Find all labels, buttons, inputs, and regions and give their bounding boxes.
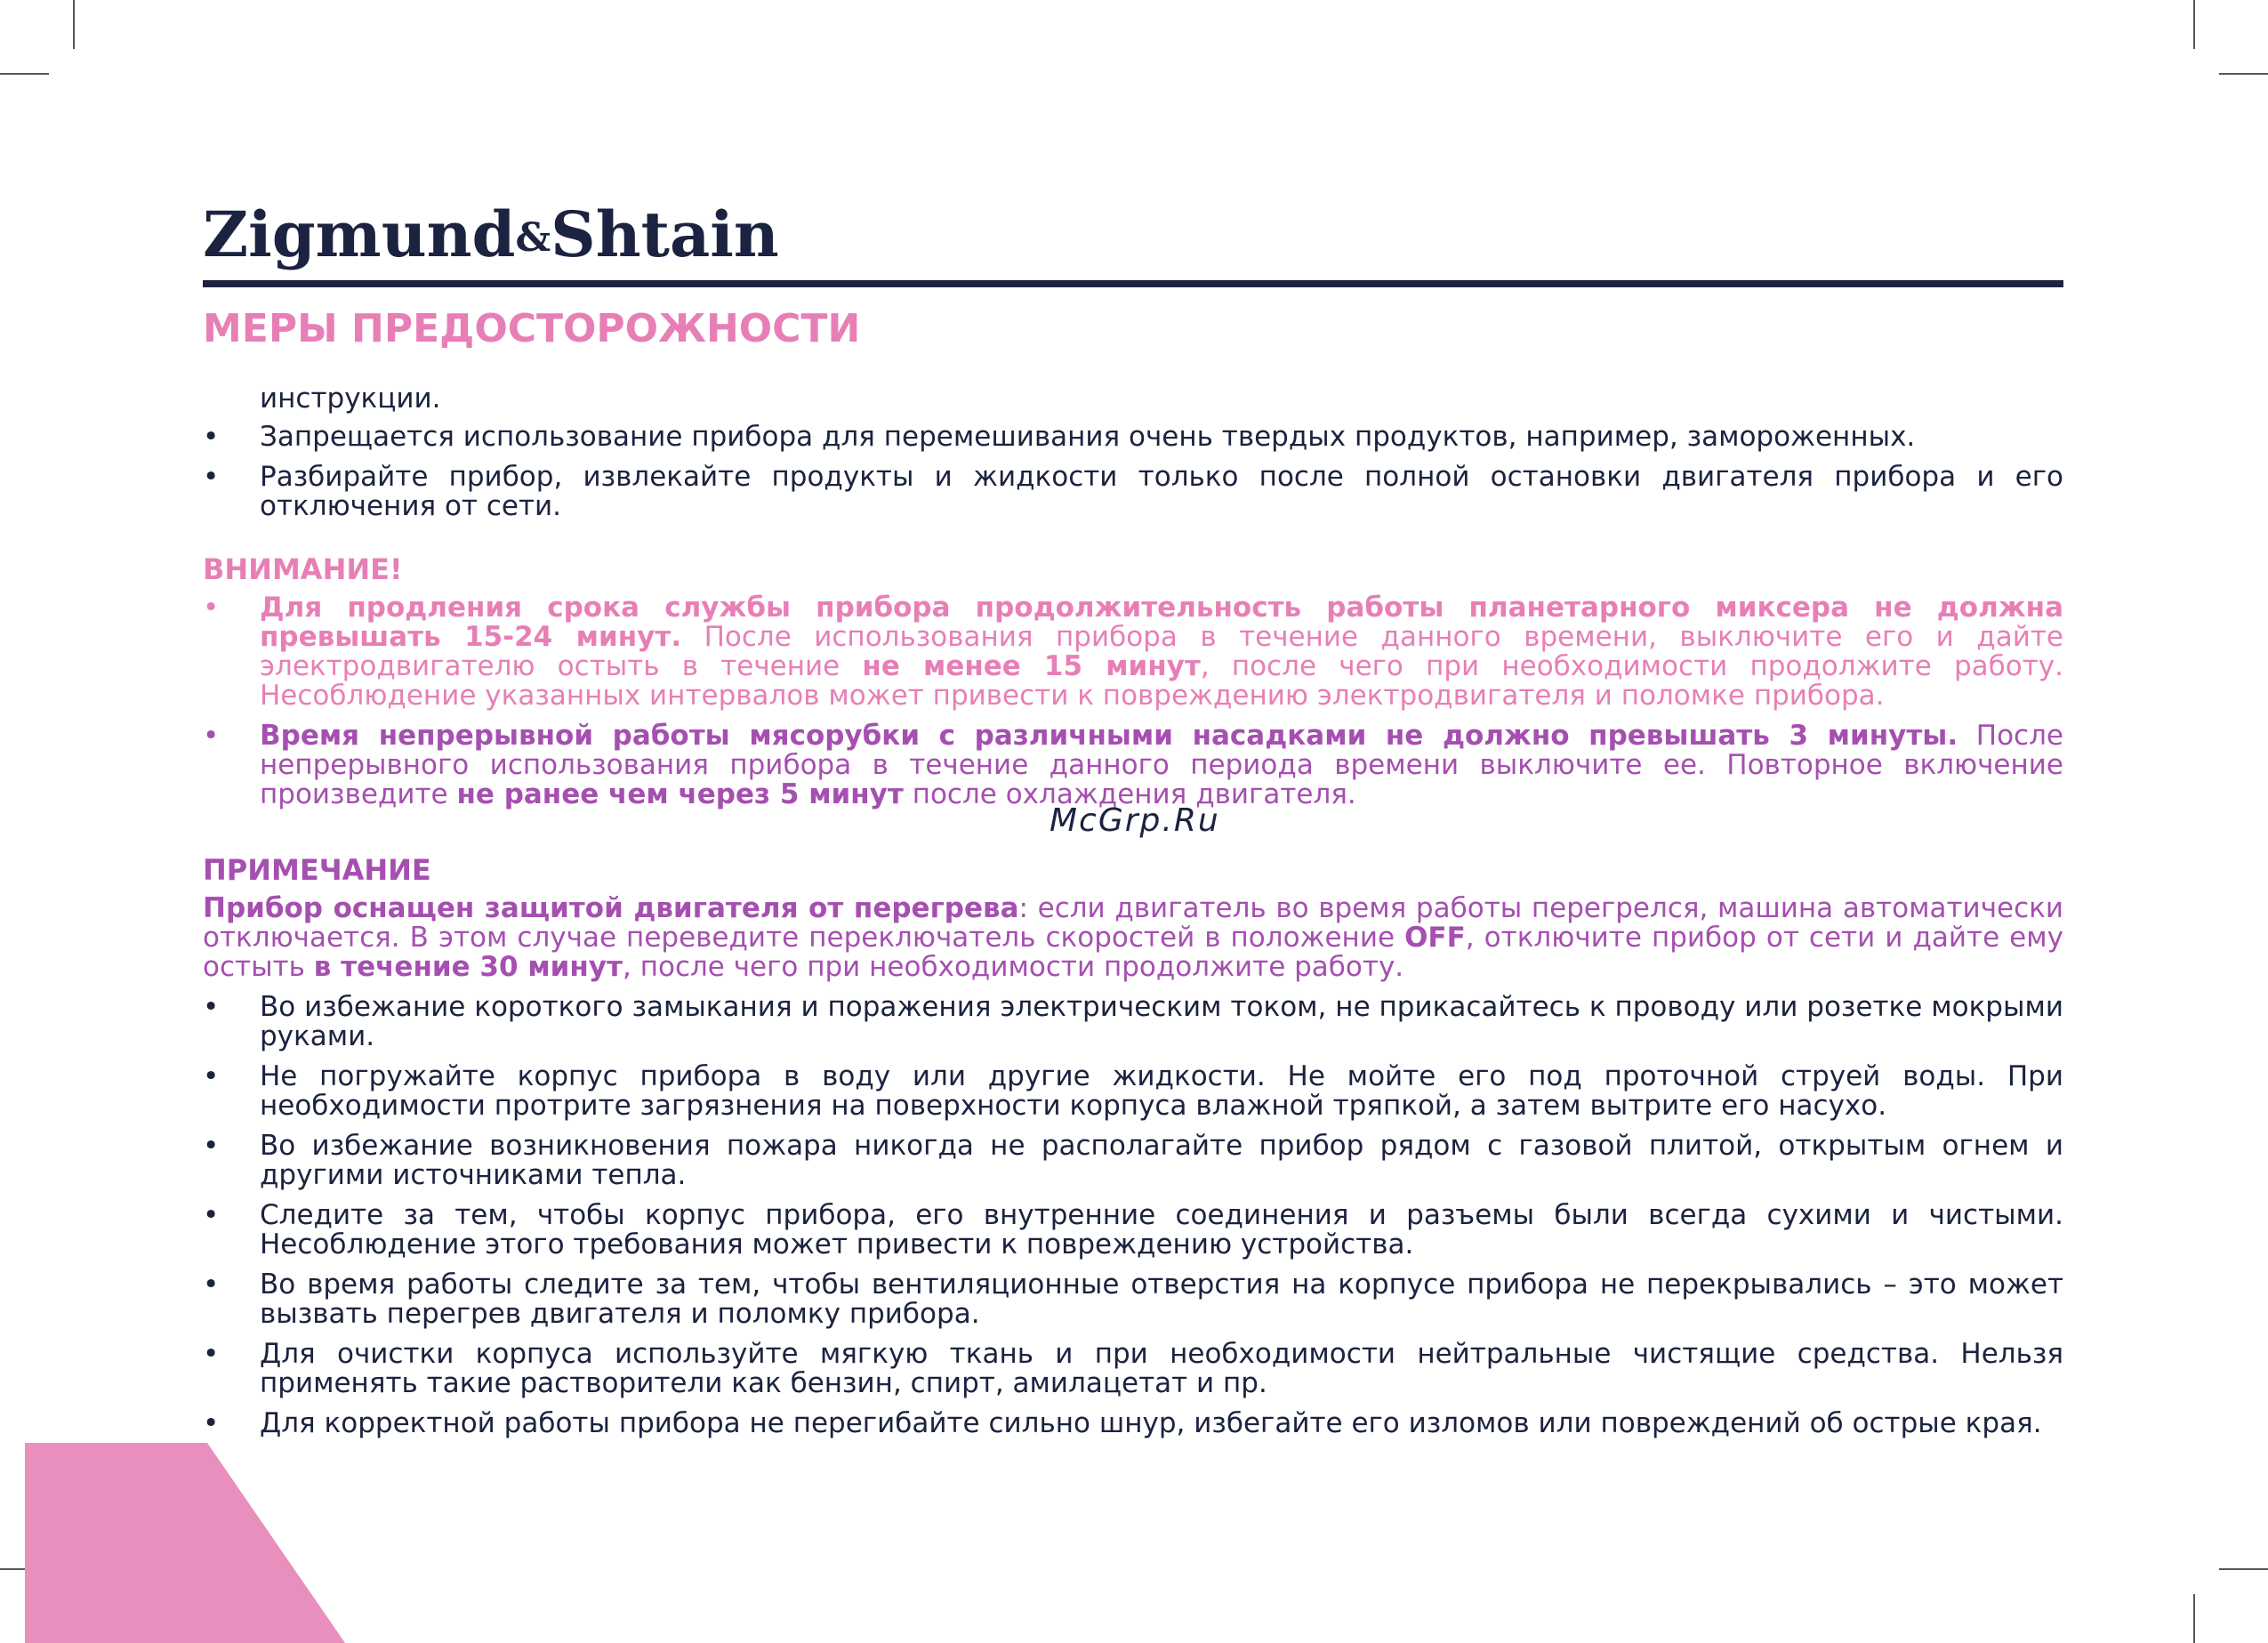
- crop-mark: [0, 73, 49, 75]
- brand-logo: [203, 197, 779, 271]
- note-text: : если двигатель во время работы перегрелся, машина автоматически отключается. В этом случае переведите переключатель скоростей в положение: [203, 892, 2064, 954]
- warning-bold: не ранее чем через 5 минут: [456, 778, 904, 810]
- bullet: •: [203, 1199, 220, 1231]
- warning-heading: ВНИМАНИЕ!: [203, 552, 403, 586]
- bullet: •: [203, 421, 220, 453]
- bullet: •: [203, 461, 220, 493]
- bullet: •: [203, 1268, 220, 1301]
- crop-mark: [2219, 73, 2268, 75]
- brand-name-left: Zigmund: [203, 197, 516, 271]
- bullet: •: [203, 592, 220, 624]
- intro-list: [203, 423, 2063, 521]
- list-item: [203, 423, 2063, 452]
- bullet: •: [203, 1130, 220, 1162]
- content: [203, 384, 2063, 1449]
- crop-mark: [2193, 1594, 2195, 1643]
- note-heading: ПРИМЕЧАНИЕ: [203, 853, 431, 887]
- note-bold: OFF: [1404, 922, 1466, 954]
- list-item-text: Во время работы следите за тем, чтобы вентиляционные отверстия на корпусе прибора не перекрывались – это может вызвать перегрев двигателя и поломку прибора.: [260, 1268, 2063, 1330]
- brand-ampersand: &: [515, 215, 551, 261]
- list-item: [203, 1270, 2063, 1329]
- list-item: [203, 1201, 2063, 1260]
- warning-item: [203, 721, 2063, 809]
- note-bold: Прибор оснащен защитой двигателя от перегрева: [203, 892, 1019, 924]
- note-text: , отключите прибор от сети и дайте ему остыть: [203, 922, 2063, 983]
- header-rule: [203, 280, 2063, 287]
- list-item-text: Следите за тем, чтобы корпус прибора, его внутренние соединения и разъемы были всегда сухими и чистыми. Несоблюдение этого требования может привести к повреждению устройства.: [260, 1199, 2063, 1260]
- list-item-text: Во избежание короткого замыкания и поражения электрическим током, не прикасайтесь к проводу или розетке мокрыми руками.: [260, 991, 2063, 1052]
- crop-mark: [2219, 1568, 2268, 1570]
- note-paragraph: [203, 894, 2063, 982]
- corner-shape: [25, 1443, 345, 1643]
- warning-list: [203, 593, 2063, 809]
- list-item-text: Запрещается использование прибора для перемешивания очень твердых продуктов, например, замороженных.: [260, 421, 1916, 453]
- crop-mark: [2193, 0, 2195, 49]
- page-title: МЕРЫ ПРЕДОСТОРОЖНОСТИ: [203, 306, 861, 351]
- watermark: McGrp.Ru: [1050, 802, 1220, 839]
- list-item-text: Не погружайте корпус прибора в воду или другие жидкости. Не мойте его под проточной струей воды. При необходимости протрите загрязнения на поверхности корпуса влажной тряпкой, а затем вытрите его насухо.: [260, 1060, 2063, 1122]
- list-item: [203, 463, 2063, 521]
- list-item: [203, 1062, 2063, 1121]
- bullet: •: [203, 1407, 220, 1439]
- bullet: •: [203, 991, 220, 1023]
- list-item: [203, 1409, 2063, 1438]
- list-item-text: Разбирайте прибор, извлекайте продукты и жидкости только после полной остановки двигателя прибора и его отключения от сети.: [260, 461, 2063, 522]
- continued-text: инструкции.: [260, 383, 441, 415]
- warning-bold: Время непрерывной работы мясорубки с различными насадками не должно превышать 3 минуты.: [260, 720, 1958, 752]
- list-item-text: Для очистки корпуса используйте мягкую ткань и при необходимости нейтральные чистящие средства. Нельзя применять такие растворители как бензин, спирт, амилацетат и пр.: [260, 1338, 2063, 1399]
- note-bold: в течение 30 минут: [313, 951, 623, 983]
- brand-name-right: Shtain: [551, 197, 779, 271]
- list-item-text: Для корректной работы прибора не перегибайте сильно шнур, избегайте его изломов или повреждений об острые края.: [260, 1407, 2042, 1439]
- bullet: •: [203, 1060, 220, 1092]
- note-list: [203, 993, 2063, 1438]
- warning-bold: Для продления срока службы прибора продолжительность работы планетарного миксера не должна превышать 15-24 минут.: [260, 592, 2063, 653]
- list-item: [203, 993, 2063, 1051]
- warning-item: [203, 593, 2063, 711]
- note-text: , после чего при необходимости продолжите работу.: [623, 951, 1404, 983]
- corner-decoration: [25, 1443, 345, 1643]
- warning-text: После использования прибора в течение данного времени, выключите его и дайте электродвигателю остыть в течение: [260, 621, 2063, 682]
- warning-text: после охлаждения двигателя.: [903, 778, 1356, 810]
- crop-mark: [73, 0, 75, 49]
- warning-bold: не менее 15 минут: [862, 650, 1201, 682]
- list-item: [203, 1340, 2063, 1398]
- list-item: [203, 1132, 2063, 1190]
- bullet: •: [203, 720, 220, 752]
- list-item-text: Во избежание возникновения пожара никогда не располагайте прибор рядом с газовой плитой, открытым огнем и другими источниками тепла.: [260, 1130, 2063, 1191]
- warning-text: После непрерывного использования прибора в течение данного периода времени выключите ее. Повторное включение произведите: [260, 720, 2063, 810]
- bullet: •: [203, 1338, 220, 1370]
- warning-text: , после чего при необходимости продолжите работу. Несоблюдение указанных интервалов может привести к повреждению электродвигателя и поломке прибора.: [260, 650, 2063, 712]
